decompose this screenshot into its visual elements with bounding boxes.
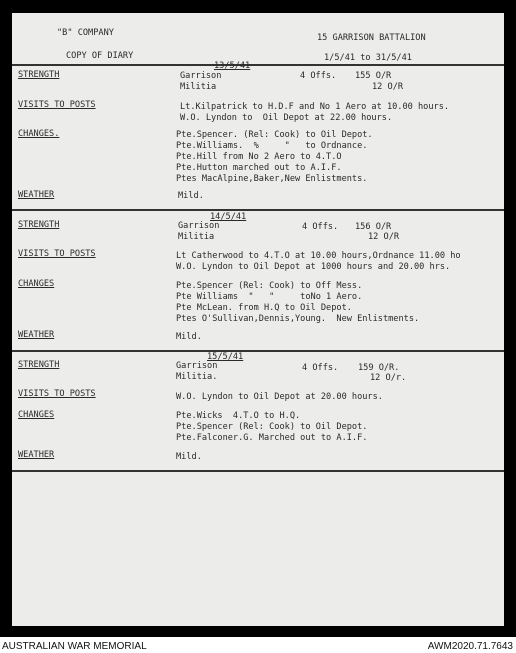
- militia-or-count: 12 O/r.: [370, 373, 407, 383]
- garrison-or-count: 159 O/R.: [358, 363, 400, 373]
- officers-count: 4 Offs.: [300, 71, 337, 81]
- divider: [12, 350, 504, 352]
- copy-of-diary-heading: COPY OF DIARY: [66, 51, 134, 61]
- change-line: Pte.Wicks 4.T.O to H.Q.: [176, 411, 301, 421]
- garrison-label: Garrison: [178, 221, 220, 231]
- visits-label: VISITS TO POSTS: [18, 100, 96, 110]
- divider: [12, 209, 504, 211]
- divider: [12, 470, 504, 472]
- change-line: Ptes O'Sullivan,Dennis,Young. New Enlistments.: [176, 314, 420, 324]
- footer-bar: [0, 637, 516, 653]
- date-label: 13/5/41: [214, 61, 251, 71]
- visits-label: VISITS TO POSTS: [18, 389, 96, 399]
- change-line: Pte.Williams. % " to Ordnance.: [176, 141, 368, 151]
- footer-accession-number: AWM2020.71.7643: [427, 641, 513, 652]
- weather-label: WEATHER: [18, 330, 55, 340]
- divider: [12, 64, 504, 66]
- battalion-heading: 15 GARRISON BATTALION: [317, 33, 426, 43]
- officers-count: 4 Offs.: [302, 222, 339, 232]
- diary-sheet: [12, 13, 504, 626]
- militia-or-count: 12 O/R: [368, 232, 400, 242]
- militia-label: Militia: [178, 232, 215, 242]
- change-line: Pte.Falconer.G. Marched out to A.I.F.: [176, 433, 368, 443]
- weather-label: WEATHER: [18, 450, 55, 460]
- change-line: Pte Williams " " toNo 1 Aero.: [176, 292, 363, 302]
- weather-label: WEATHER: [18, 190, 55, 200]
- visit-line: W.O. Lyndon to Oil Depot at 22.00 hours.: [180, 113, 393, 123]
- weather-value: Mild.: [176, 332, 202, 342]
- period-heading: 1/5/41 to 31/5/41: [324, 53, 412, 63]
- changes-label: CHANGES: [18, 410, 55, 420]
- weather-value: Mild.: [176, 452, 202, 462]
- changes-label: CHANGES: [18, 279, 55, 289]
- change-line: Pte.Spencer (Rel: Cook) to Off Mess.: [176, 281, 363, 291]
- change-line: Pte.Hutton marched out to A.I.F.: [176, 163, 342, 173]
- weather-value: Mild.: [178, 191, 204, 201]
- company-heading: "B" COMPANY: [57, 28, 114, 38]
- garrison-label: Garrison: [180, 71, 222, 81]
- change-line: Pte McLean. from H.Q to Oil Depot.: [176, 303, 352, 313]
- change-line: Pte.Hill from No 2 Aero to 4.T.O: [176, 152, 342, 162]
- change-line: Pte.Spencer. (Rel: Cook) to Oil Depot.: [176, 130, 373, 140]
- visit-line: W.O. Lyndon to Oil Depot at 20.00 hours.: [176, 392, 383, 402]
- garrison-or-count: 155 O/R: [355, 71, 392, 81]
- date-label: 15/5/41: [207, 352, 244, 362]
- visits-label: VISITS TO POSTS: [18, 249, 96, 259]
- changes-label: CHANGES.: [18, 129, 60, 139]
- strength-label: STRENGTH: [18, 220, 60, 230]
- garrison-or-count: 156 O/R: [355, 222, 392, 232]
- visit-line: W.O. Lyndon to Oil Depot at 1000 hours and 20.00 hrs.: [176, 262, 451, 272]
- change-line: Ptes MacAlpine,Baker,New Enlistments.: [176, 174, 368, 184]
- militia-or-count: 12 O/R: [372, 82, 404, 92]
- footer-institution: AUSTRALIAN WAR MEMORIAL: [2, 641, 147, 652]
- strength-label: STRENGTH: [18, 360, 60, 370]
- militia-label: Militia.: [176, 372, 218, 382]
- date-label: 14/5/41: [210, 212, 247, 222]
- militia-label: Militia: [180, 82, 217, 92]
- strength-label: STRENGTH: [18, 70, 60, 80]
- garrison-label: Garrison: [176, 361, 218, 371]
- visit-line: Lt Catherwood to 4.T.O at 10.00 hours,Ordnance 11.00 ho: [176, 251, 461, 261]
- change-line: Pte.Spencer (Rel: Cook) to Oil Depot.: [176, 422, 368, 432]
- officers-count: 4 Offs.: [302, 363, 339, 373]
- visit-line: Lt.Kilpatrick to H.D.F and No 1 Aero at 10.00 hours.: [180, 102, 450, 112]
